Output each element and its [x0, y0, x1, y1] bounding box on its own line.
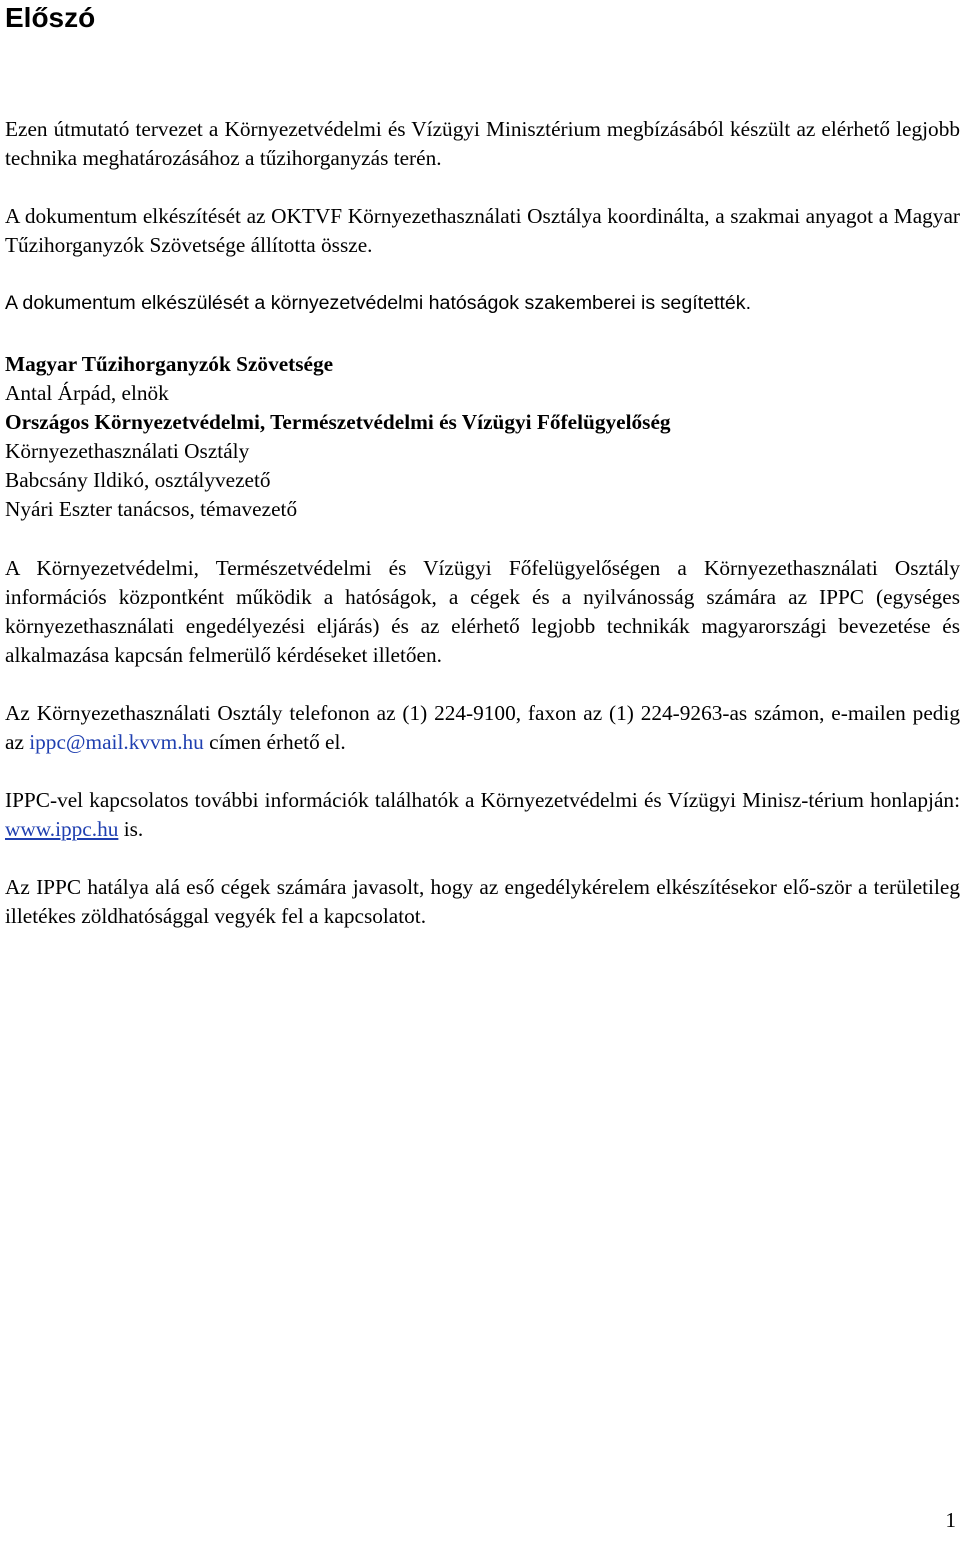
- org2-department: Környezethasználati Osztály: [5, 439, 250, 463]
- org2-name: Országos Környezetvédelmi, Természetvédelmi és Vízügyi Főfelügyelőség: [5, 410, 671, 434]
- page-title: Előszó: [5, 2, 96, 33]
- page-number: 1: [945, 1508, 956, 1532]
- contact-paragraph: [5, 699, 960, 757]
- website-text-after: is.: [118, 817, 144, 841]
- website-link[interactable]: www.ippc.hu: [5, 817, 119, 841]
- website-paragraph: [5, 786, 960, 844]
- contributors-block: [5, 350, 671, 524]
- org2-person-1: Babcsány Ildikó, osztályvezető: [5, 468, 271, 492]
- assistance-paragraph: A dokumentum elkészülését a környezetvédelmi hatóságok szakemberei is segítették.: [5, 292, 752, 314]
- recommendation-paragraph: Az IPPC hatálya alá eső cégek számára javasolt, hogy az engedélykérelem elkészítésekor elő-ször a területileg illetékes zöldhatósággal vegyék fel a kapcsolatot.: [5, 875, 960, 928]
- org2-person-2: Nyári Eszter tanácsos, témavezető: [5, 497, 298, 521]
- contact-text-before: Az Környezethasználati Osztály telefonon az (1) 224-9100, faxon az (1) 224-9263-as számon, e-mailen pedig az: [5, 701, 960, 754]
- info-center-paragraph: A Környezetvédelmi, Természetvédelmi és Vízügyi Főfelügyelőségen a Környezethasználati Osztály információs központként működik a hatóságok, a cégek és a nyilvánosság számára az IPPC (egységes környezethasználati engedélyezési eljárás) és az elérhető legjobb technikák magyarországi bevezetése és alkalmazása kapcsán felmerülő kérdéseket illetően.: [5, 556, 960, 667]
- website-text-before: IPPC-vel kapcsolatos további információk találhatók a Környezetvédelmi és Vízügyi Minisz-térium honlapján:: [5, 788, 960, 812]
- org1-name: Magyar Tűzihorganyzók Szövetsége: [5, 352, 334, 376]
- org1-person: Antal Árpád, elnök: [5, 381, 169, 405]
- email-link[interactable]: ippc@mail.kvvm.hu: [29, 730, 204, 754]
- contact-text-after: címen érhető el.: [203, 730, 346, 754]
- coordination-paragraph: A dokumentum elkészítését az OKTVF Környezethasználati Osztálya koordinálta, a szakmai anyagot a Magyar Tűzihorganyzók Szövetsége állította össze.: [5, 204, 960, 257]
- intro-paragraph: Ezen útmutató tervezet a Környezetvédelmi és Vízügyi Minisztérium megbízásából készült az elérhető legjobb technika meghatározásához a tűzihorganyzás terén.: [5, 117, 960, 170]
